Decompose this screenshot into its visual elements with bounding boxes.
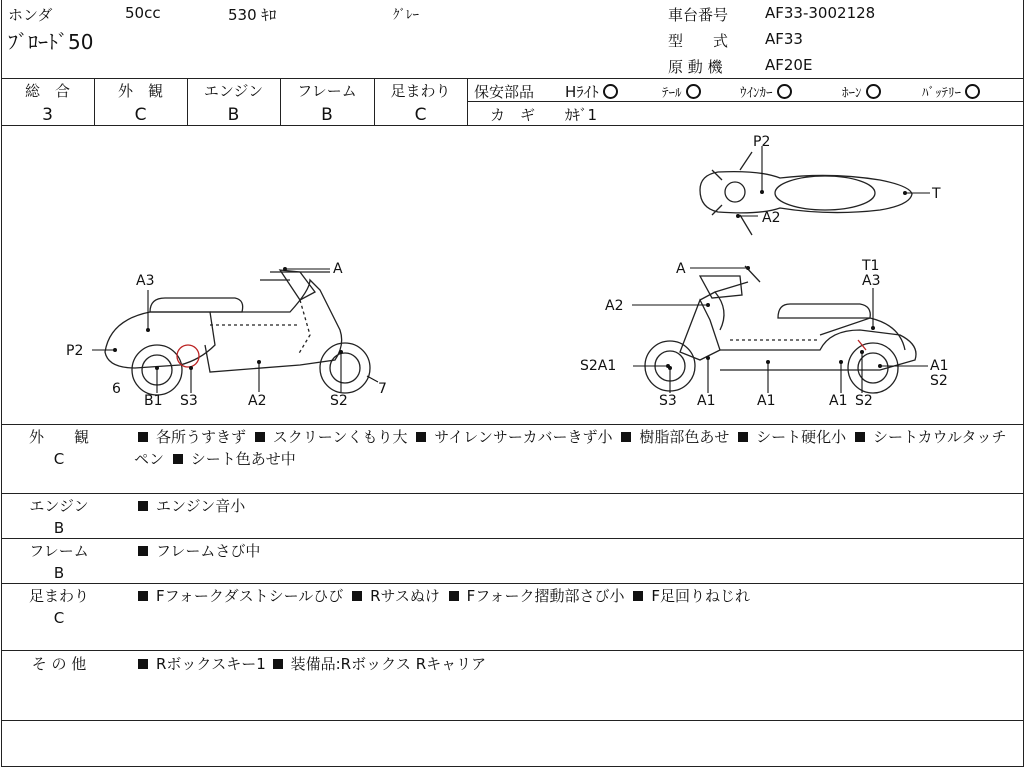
- section-suspension-items: Fフォークダストシールひび Rサスぬけ Fフォーク摺動部さび小 F足回りねじれ: [134, 585, 1018, 607]
- frame-no: AF33-3002128: [765, 4, 876, 22]
- frame-no-label: 車台番号: [668, 6, 729, 24]
- ok-circle-icon: [777, 84, 792, 99]
- ok-circle-icon: [866, 84, 881, 99]
- label-right-A1a: A1: [697, 393, 716, 409]
- key-value: ｶｷﾞ1: [565, 106, 598, 124]
- scooter-top: [700, 152, 912, 235]
- engine-value: AF20E: [765, 56, 813, 74]
- mileage: 530 ｷﾛ: [228, 6, 277, 24]
- label-right-S2b: S2: [855, 393, 873, 409]
- type-label: 型 式: [668, 32, 729, 50]
- label-top-A2: A2: [762, 210, 781, 226]
- section-frame-items: フレームさび中: [134, 540, 1018, 562]
- label-left-6: 6: [112, 381, 121, 397]
- label-right-A2: A2: [605, 298, 624, 314]
- safety-title: 保安部品: [474, 83, 535, 101]
- label-left-A3: A3: [136, 273, 155, 289]
- section-exterior-items: 各所うすきず スクリーンくもり大 サイレンサーカバーきず小 樹脂部色あせ シート硬化小 シートカウルタッチペン シート色あせ中: [134, 428, 1007, 468]
- label-left-A2: A2: [248, 393, 267, 409]
- label-left-B1: B1: [144, 393, 163, 409]
- label-top-P2: P2: [753, 134, 771, 150]
- damage-diagram: [0, 126, 1024, 424]
- engine-label: 原 動 機: [668, 58, 723, 76]
- section-engine-label: エンジン B: [29, 497, 89, 537]
- section-other-items: Rボックスキー1 装備品:Rボックス Rキャリア: [134, 653, 1018, 675]
- grade-engine: エンジン B: [203, 82, 264, 125]
- color: ｸﾞﾚｰ: [393, 8, 419, 23]
- maker: ホンダ: [8, 6, 53, 24]
- label-right-T1: T1: [862, 258, 880, 274]
- section-suspension-label: 足まわり C: [28, 587, 89, 627]
- label-right-S2A1: S2A1: [580, 358, 617, 374]
- label-right-A1b: A1: [757, 393, 776, 409]
- label-left-P2: P2: [66, 343, 84, 359]
- label-right-A1c: A1: [829, 393, 848, 409]
- grade-suspension: 足まわり C: [390, 82, 451, 125]
- ok-circle-icon: [686, 84, 701, 99]
- section-engine-items: エンジン音小: [134, 495, 1018, 517]
- ok-circle-icon: [603, 84, 618, 99]
- safety-tail: ﾃｰﾙ: [662, 82, 701, 101]
- type-value: AF33: [765, 30, 803, 48]
- model-name: ﾌﾞﾛｰﾄﾞ50: [8, 30, 94, 54]
- section-exterior-label: 外 観 C: [28, 428, 89, 468]
- label-left-S3: S3: [180, 393, 198, 409]
- ok-circle-icon: [965, 84, 980, 99]
- label-left-A: A: [333, 261, 343, 277]
- section-frame-label: フレーム B: [29, 542, 89, 582]
- grade-frame: フレーム B: [297, 82, 357, 125]
- label-left-S2: S2: [330, 393, 348, 409]
- key-label: カ ギ: [490, 106, 536, 124]
- grade-overall: 総 合 3: [24, 82, 70, 125]
- label-right-A1-side: A1: [930, 358, 949, 374]
- safety-horn: ﾎｰﾝ: [842, 82, 881, 101]
- section-other-label: そ の 他: [31, 655, 87, 673]
- label-right-S2-side: S2: [930, 373, 948, 389]
- safety-battery: ﾊﾞｯﾃﾘｰ: [922, 82, 980, 101]
- label-right-S3: S3: [659, 393, 677, 409]
- grade-exterior: 外 観 C: [117, 82, 163, 125]
- safety-headlight: Hﾗｲﾄ: [565, 81, 618, 102]
- safety-winker: ｳｲﾝｶｰ: [740, 82, 792, 101]
- label-left-7: 7: [378, 381, 387, 397]
- label-top-T: T: [932, 186, 941, 202]
- label-right-A3: A3: [862, 273, 881, 289]
- label-right-A: A: [676, 261, 686, 277]
- displacement: 50cc: [125, 4, 161, 22]
